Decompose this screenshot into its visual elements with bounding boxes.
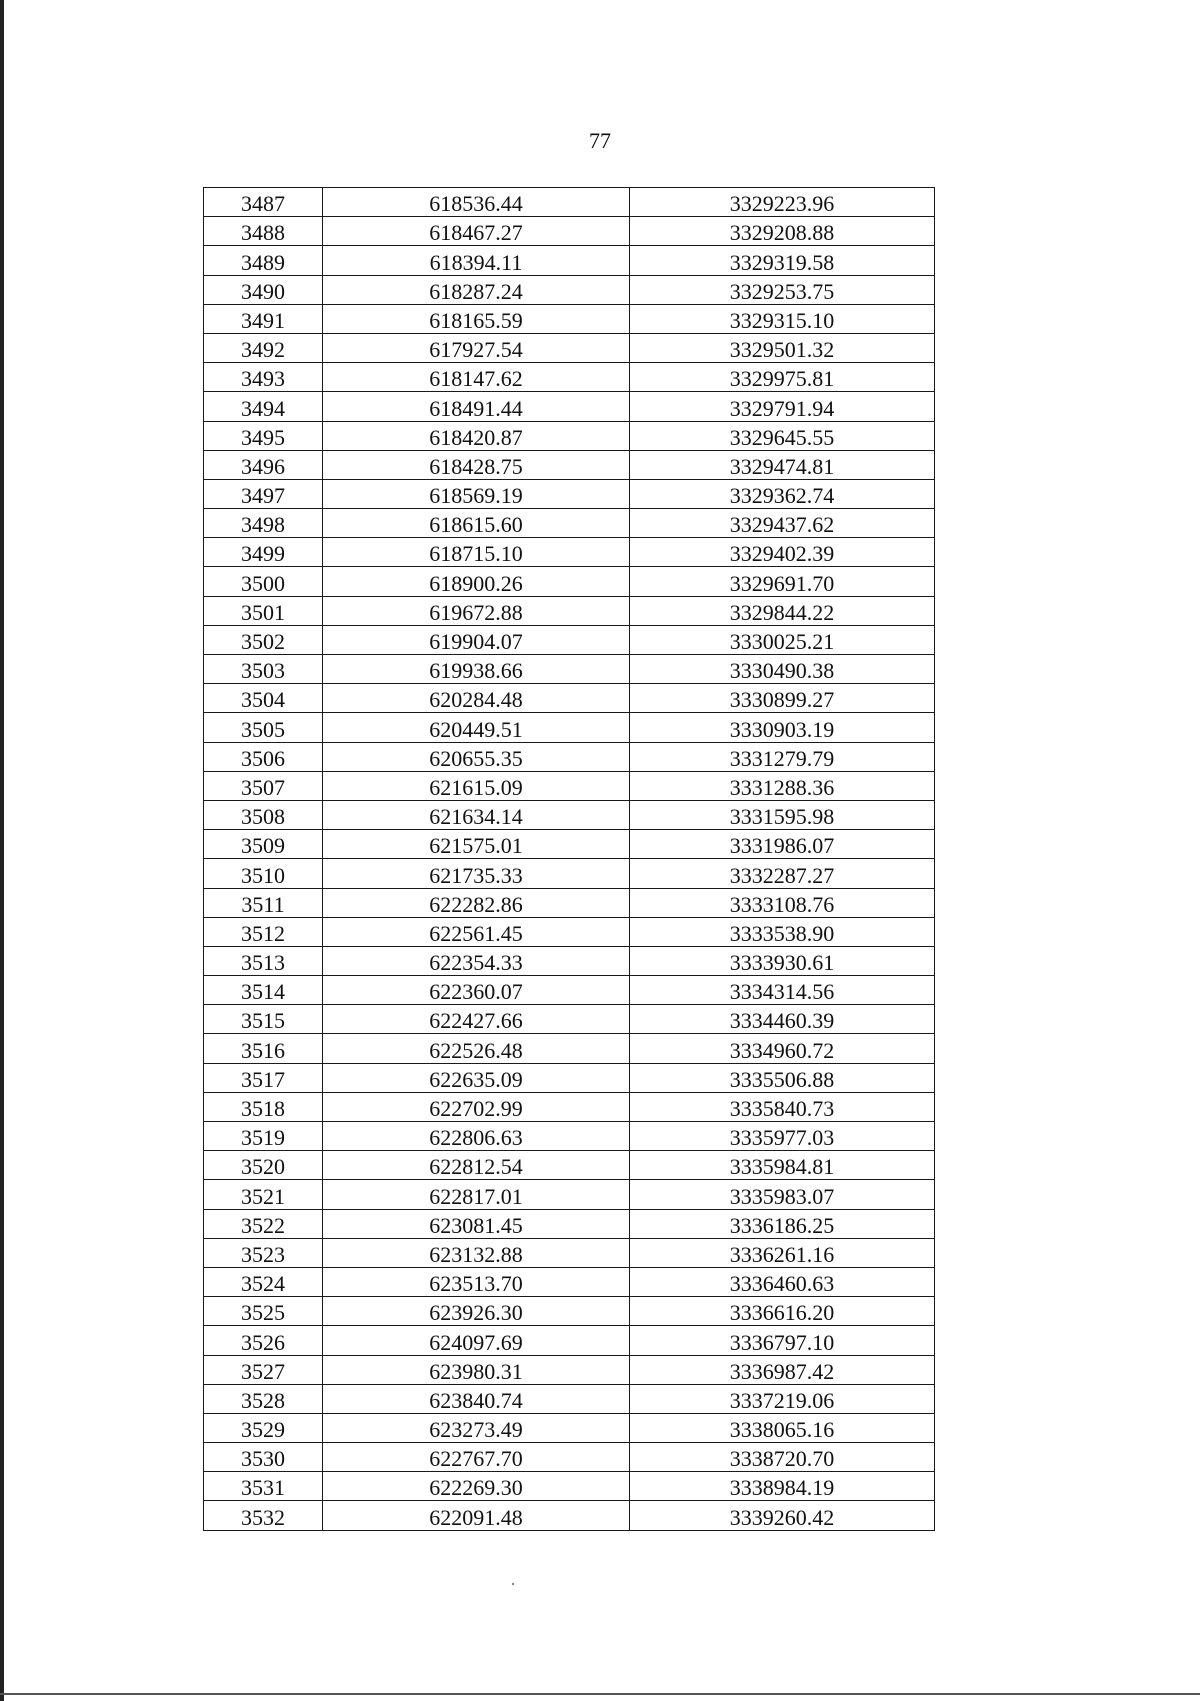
point-id-cell: 3531 — [204, 1472, 323, 1501]
table-row — [204, 538, 935, 567]
table-row — [204, 596, 935, 625]
table-row — [204, 1413, 935, 1442]
point-id-cell: 3507 — [204, 771, 323, 800]
table-row — [204, 1384, 935, 1413]
table-row — [204, 859, 935, 888]
table-row — [204, 742, 935, 771]
table-row — [204, 450, 935, 479]
table-row — [204, 479, 935, 508]
table-row — [204, 1209, 935, 1238]
table-row — [204, 1092, 935, 1121]
x-coordinate-cell: 618536.44 — [323, 188, 630, 217]
point-id-cell: 3525 — [204, 1297, 323, 1326]
y-coordinate-cell: 3336460.63 — [630, 1267, 935, 1296]
point-id-cell: 3488 — [204, 217, 323, 246]
y-coordinate-cell: 3329402.39 — [630, 538, 935, 567]
table-row — [204, 275, 935, 304]
point-id-cell: 3501 — [204, 596, 323, 625]
x-coordinate-cell: 618165.59 — [323, 304, 630, 333]
point-id-cell: 3503 — [204, 655, 323, 684]
point-id-cell: 3511 — [204, 888, 323, 917]
table-row — [204, 421, 935, 450]
scan-bottom-border — [0, 1693, 1200, 1695]
y-coordinate-cell: 3333930.61 — [630, 946, 935, 975]
point-id-cell: 3496 — [204, 450, 323, 479]
table-row — [204, 1063, 935, 1092]
x-coordinate-cell: 623840.74 — [323, 1384, 630, 1413]
point-id-cell: 3491 — [204, 304, 323, 333]
point-id-cell: 3506 — [204, 742, 323, 771]
table-row — [204, 1355, 935, 1384]
point-id-cell: 3504 — [204, 684, 323, 713]
x-coordinate-cell: 621575.01 — [323, 830, 630, 859]
x-coordinate-cell: 618615.60 — [323, 509, 630, 538]
point-id-cell: 3526 — [204, 1326, 323, 1355]
x-coordinate-cell: 622702.99 — [323, 1092, 630, 1121]
y-coordinate-cell: 3329208.88 — [630, 217, 935, 246]
table-row — [204, 333, 935, 362]
y-coordinate-cell: 3335506.88 — [630, 1063, 935, 1092]
table-row — [204, 1005, 935, 1034]
x-coordinate-cell: 618394.11 — [323, 246, 630, 275]
table-row — [204, 655, 935, 684]
y-coordinate-cell: 3329791.94 — [630, 392, 935, 421]
point-id-cell: 3515 — [204, 1005, 323, 1034]
y-coordinate-cell: 3336797.10 — [630, 1326, 935, 1355]
point-id-cell: 3518 — [204, 1092, 323, 1121]
point-id-cell: 3492 — [204, 333, 323, 362]
point-id-cell: 3523 — [204, 1238, 323, 1267]
table-row — [204, 1122, 935, 1151]
x-coordinate-cell: 622282.86 — [323, 888, 630, 917]
x-coordinate-cell: 617927.54 — [323, 333, 630, 362]
point-id-cell: 3514 — [204, 976, 323, 1005]
y-coordinate-cell: 3335984.81 — [630, 1151, 935, 1180]
point-id-cell: 3498 — [204, 509, 323, 538]
y-coordinate-cell: 3336987.42 — [630, 1355, 935, 1384]
y-coordinate-cell: 3329362.74 — [630, 479, 935, 508]
x-coordinate-cell: 618491.44 — [323, 392, 630, 421]
x-coordinate-cell: 621634.14 — [323, 800, 630, 829]
point-id-cell: 3528 — [204, 1384, 323, 1413]
x-coordinate-cell: 621735.33 — [323, 859, 630, 888]
point-id-cell: 3517 — [204, 1063, 323, 1092]
x-coordinate-cell: 620284.48 — [323, 684, 630, 713]
x-coordinate-cell: 623273.49 — [323, 1413, 630, 1442]
x-coordinate-cell: 618569.19 — [323, 479, 630, 508]
y-coordinate-cell: 3335977.03 — [630, 1122, 935, 1151]
table-row — [204, 1180, 935, 1209]
table-row — [204, 392, 935, 421]
table-row — [204, 800, 935, 829]
x-coordinate-cell: 619672.88 — [323, 596, 630, 625]
point-id-cell: 3512 — [204, 917, 323, 946]
x-coordinate-cell: 622561.45 — [323, 917, 630, 946]
table-row — [204, 830, 935, 859]
scan-speck — [512, 1583, 514, 1585]
y-coordinate-cell: 3336616.20 — [630, 1297, 935, 1326]
point-id-cell: 3502 — [204, 625, 323, 654]
y-coordinate-cell: 3329691.70 — [630, 567, 935, 596]
table-row — [204, 1238, 935, 1267]
point-id-cell: 3530 — [204, 1443, 323, 1472]
x-coordinate-cell: 622360.07 — [323, 976, 630, 1005]
y-coordinate-cell: 3336186.25 — [630, 1209, 935, 1238]
table-row — [204, 713, 935, 742]
point-id-cell: 3513 — [204, 946, 323, 975]
x-coordinate-cell: 622817.01 — [323, 1180, 630, 1209]
x-coordinate-cell: 620655.35 — [323, 742, 630, 771]
x-coordinate-cell: 620449.51 — [323, 713, 630, 742]
point-id-cell: 3500 — [204, 567, 323, 596]
y-coordinate-cell: 3330025.21 — [630, 625, 935, 654]
table-row — [204, 917, 935, 946]
y-coordinate-cell: 3334460.39 — [630, 1005, 935, 1034]
y-coordinate-cell: 3338065.16 — [630, 1413, 935, 1442]
x-coordinate-cell: 622806.63 — [323, 1122, 630, 1151]
y-coordinate-cell: 3336261.16 — [630, 1238, 935, 1267]
y-coordinate-cell: 3329253.75 — [630, 275, 935, 304]
coordinate-table — [203, 187, 935, 1531]
table-row — [204, 771, 935, 800]
point-id-cell: 3521 — [204, 1180, 323, 1209]
coordinate-table-body — [204, 188, 935, 1531]
y-coordinate-cell: 3335840.73 — [630, 1092, 935, 1121]
point-id-cell: 3489 — [204, 246, 323, 275]
y-coordinate-cell: 3338984.19 — [630, 1472, 935, 1501]
point-id-cell: 3509 — [204, 830, 323, 859]
y-coordinate-cell: 3331986.07 — [630, 830, 935, 859]
point-id-cell: 3510 — [204, 859, 323, 888]
point-id-cell: 3524 — [204, 1267, 323, 1296]
x-coordinate-cell: 622635.09 — [323, 1063, 630, 1092]
table-row — [204, 888, 935, 917]
point-id-cell: 3508 — [204, 800, 323, 829]
table-row — [204, 1443, 935, 1472]
scan-left-border — [0, 0, 4, 1701]
x-coordinate-cell: 623926.30 — [323, 1297, 630, 1326]
table-row — [204, 684, 935, 713]
y-coordinate-cell: 3329975.81 — [630, 363, 935, 392]
page-number: 77 — [589, 128, 611, 153]
table-row — [204, 1326, 935, 1355]
table-row — [204, 976, 935, 1005]
table-row — [204, 304, 935, 333]
y-coordinate-cell: 3331288.36 — [630, 771, 935, 800]
x-coordinate-cell: 618287.24 — [323, 275, 630, 304]
table-row — [204, 1501, 935, 1530]
y-coordinate-cell: 3329437.62 — [630, 509, 935, 538]
y-coordinate-cell: 3330903.19 — [630, 713, 935, 742]
point-id-cell: 3516 — [204, 1034, 323, 1063]
point-id-cell: 3505 — [204, 713, 323, 742]
x-coordinate-cell: 622526.48 — [323, 1034, 630, 1063]
table-row — [204, 246, 935, 275]
y-coordinate-cell: 3329501.32 — [630, 333, 935, 362]
y-coordinate-cell: 3331595.98 — [630, 800, 935, 829]
y-coordinate-cell: 3332287.27 — [630, 859, 935, 888]
x-coordinate-cell: 622812.54 — [323, 1151, 630, 1180]
y-coordinate-cell: 3333108.76 — [630, 888, 935, 917]
x-coordinate-cell: 623081.45 — [323, 1209, 630, 1238]
table-row — [204, 1267, 935, 1296]
x-coordinate-cell: 618428.75 — [323, 450, 630, 479]
y-coordinate-cell: 3334960.72 — [630, 1034, 935, 1063]
y-coordinate-cell: 3329474.81 — [630, 450, 935, 479]
y-coordinate-cell: 3338720.70 — [630, 1443, 935, 1472]
table-row — [204, 188, 935, 217]
y-coordinate-cell: 3339260.42 — [630, 1501, 935, 1530]
point-id-cell: 3487 — [204, 188, 323, 217]
point-id-cell: 3495 — [204, 421, 323, 450]
x-coordinate-cell: 624097.69 — [323, 1326, 630, 1355]
x-coordinate-cell: 622269.30 — [323, 1472, 630, 1501]
table-row — [204, 567, 935, 596]
x-coordinate-cell: 622767.70 — [323, 1443, 630, 1472]
point-id-cell: 3532 — [204, 1501, 323, 1530]
table-row — [204, 217, 935, 246]
point-id-cell: 3522 — [204, 1209, 323, 1238]
y-coordinate-cell: 3331279.79 — [630, 742, 935, 771]
table-row — [204, 1472, 935, 1501]
y-coordinate-cell: 3329315.10 — [630, 304, 935, 333]
x-coordinate-cell: 618900.26 — [323, 567, 630, 596]
y-coordinate-cell: 3329223.96 — [630, 188, 935, 217]
table-row — [204, 625, 935, 654]
y-coordinate-cell: 3329844.22 — [630, 596, 935, 625]
x-coordinate-cell: 618715.10 — [323, 538, 630, 567]
y-coordinate-cell: 3337219.06 — [630, 1384, 935, 1413]
table-row — [204, 1297, 935, 1326]
point-id-cell: 3499 — [204, 538, 323, 567]
table-row — [204, 363, 935, 392]
x-coordinate-cell: 619904.07 — [323, 625, 630, 654]
point-id-cell: 3527 — [204, 1355, 323, 1384]
x-coordinate-cell: 623980.31 — [323, 1355, 630, 1384]
point-id-cell: 3520 — [204, 1151, 323, 1180]
y-coordinate-cell: 3329319.58 — [630, 246, 935, 275]
x-coordinate-cell: 619938.66 — [323, 655, 630, 684]
x-coordinate-cell: 623132.88 — [323, 1238, 630, 1267]
x-coordinate-cell: 622091.48 — [323, 1501, 630, 1530]
x-coordinate-cell: 618420.87 — [323, 421, 630, 450]
x-coordinate-cell: 621615.09 — [323, 771, 630, 800]
y-coordinate-cell: 3329645.55 — [630, 421, 935, 450]
x-coordinate-cell: 622354.33 — [323, 946, 630, 975]
point-id-cell: 3490 — [204, 275, 323, 304]
x-coordinate-cell: 622427.66 — [323, 1005, 630, 1034]
table-row — [204, 1151, 935, 1180]
x-coordinate-cell: 618147.62 — [323, 363, 630, 392]
x-coordinate-cell: 623513.70 — [323, 1267, 630, 1296]
table-row — [204, 1034, 935, 1063]
y-coordinate-cell: 3335983.07 — [630, 1180, 935, 1209]
point-id-cell: 3529 — [204, 1413, 323, 1442]
point-id-cell: 3493 — [204, 363, 323, 392]
table-row — [204, 946, 935, 975]
y-coordinate-cell: 3334314.56 — [630, 976, 935, 1005]
y-coordinate-cell: 3333538.90 — [630, 917, 935, 946]
y-coordinate-cell: 3330490.38 — [630, 655, 935, 684]
table-row — [204, 509, 935, 538]
y-coordinate-cell: 3330899.27 — [630, 684, 935, 713]
point-id-cell: 3494 — [204, 392, 323, 421]
point-id-cell: 3519 — [204, 1122, 323, 1151]
x-coordinate-cell: 618467.27 — [323, 217, 630, 246]
point-id-cell: 3497 — [204, 479, 323, 508]
